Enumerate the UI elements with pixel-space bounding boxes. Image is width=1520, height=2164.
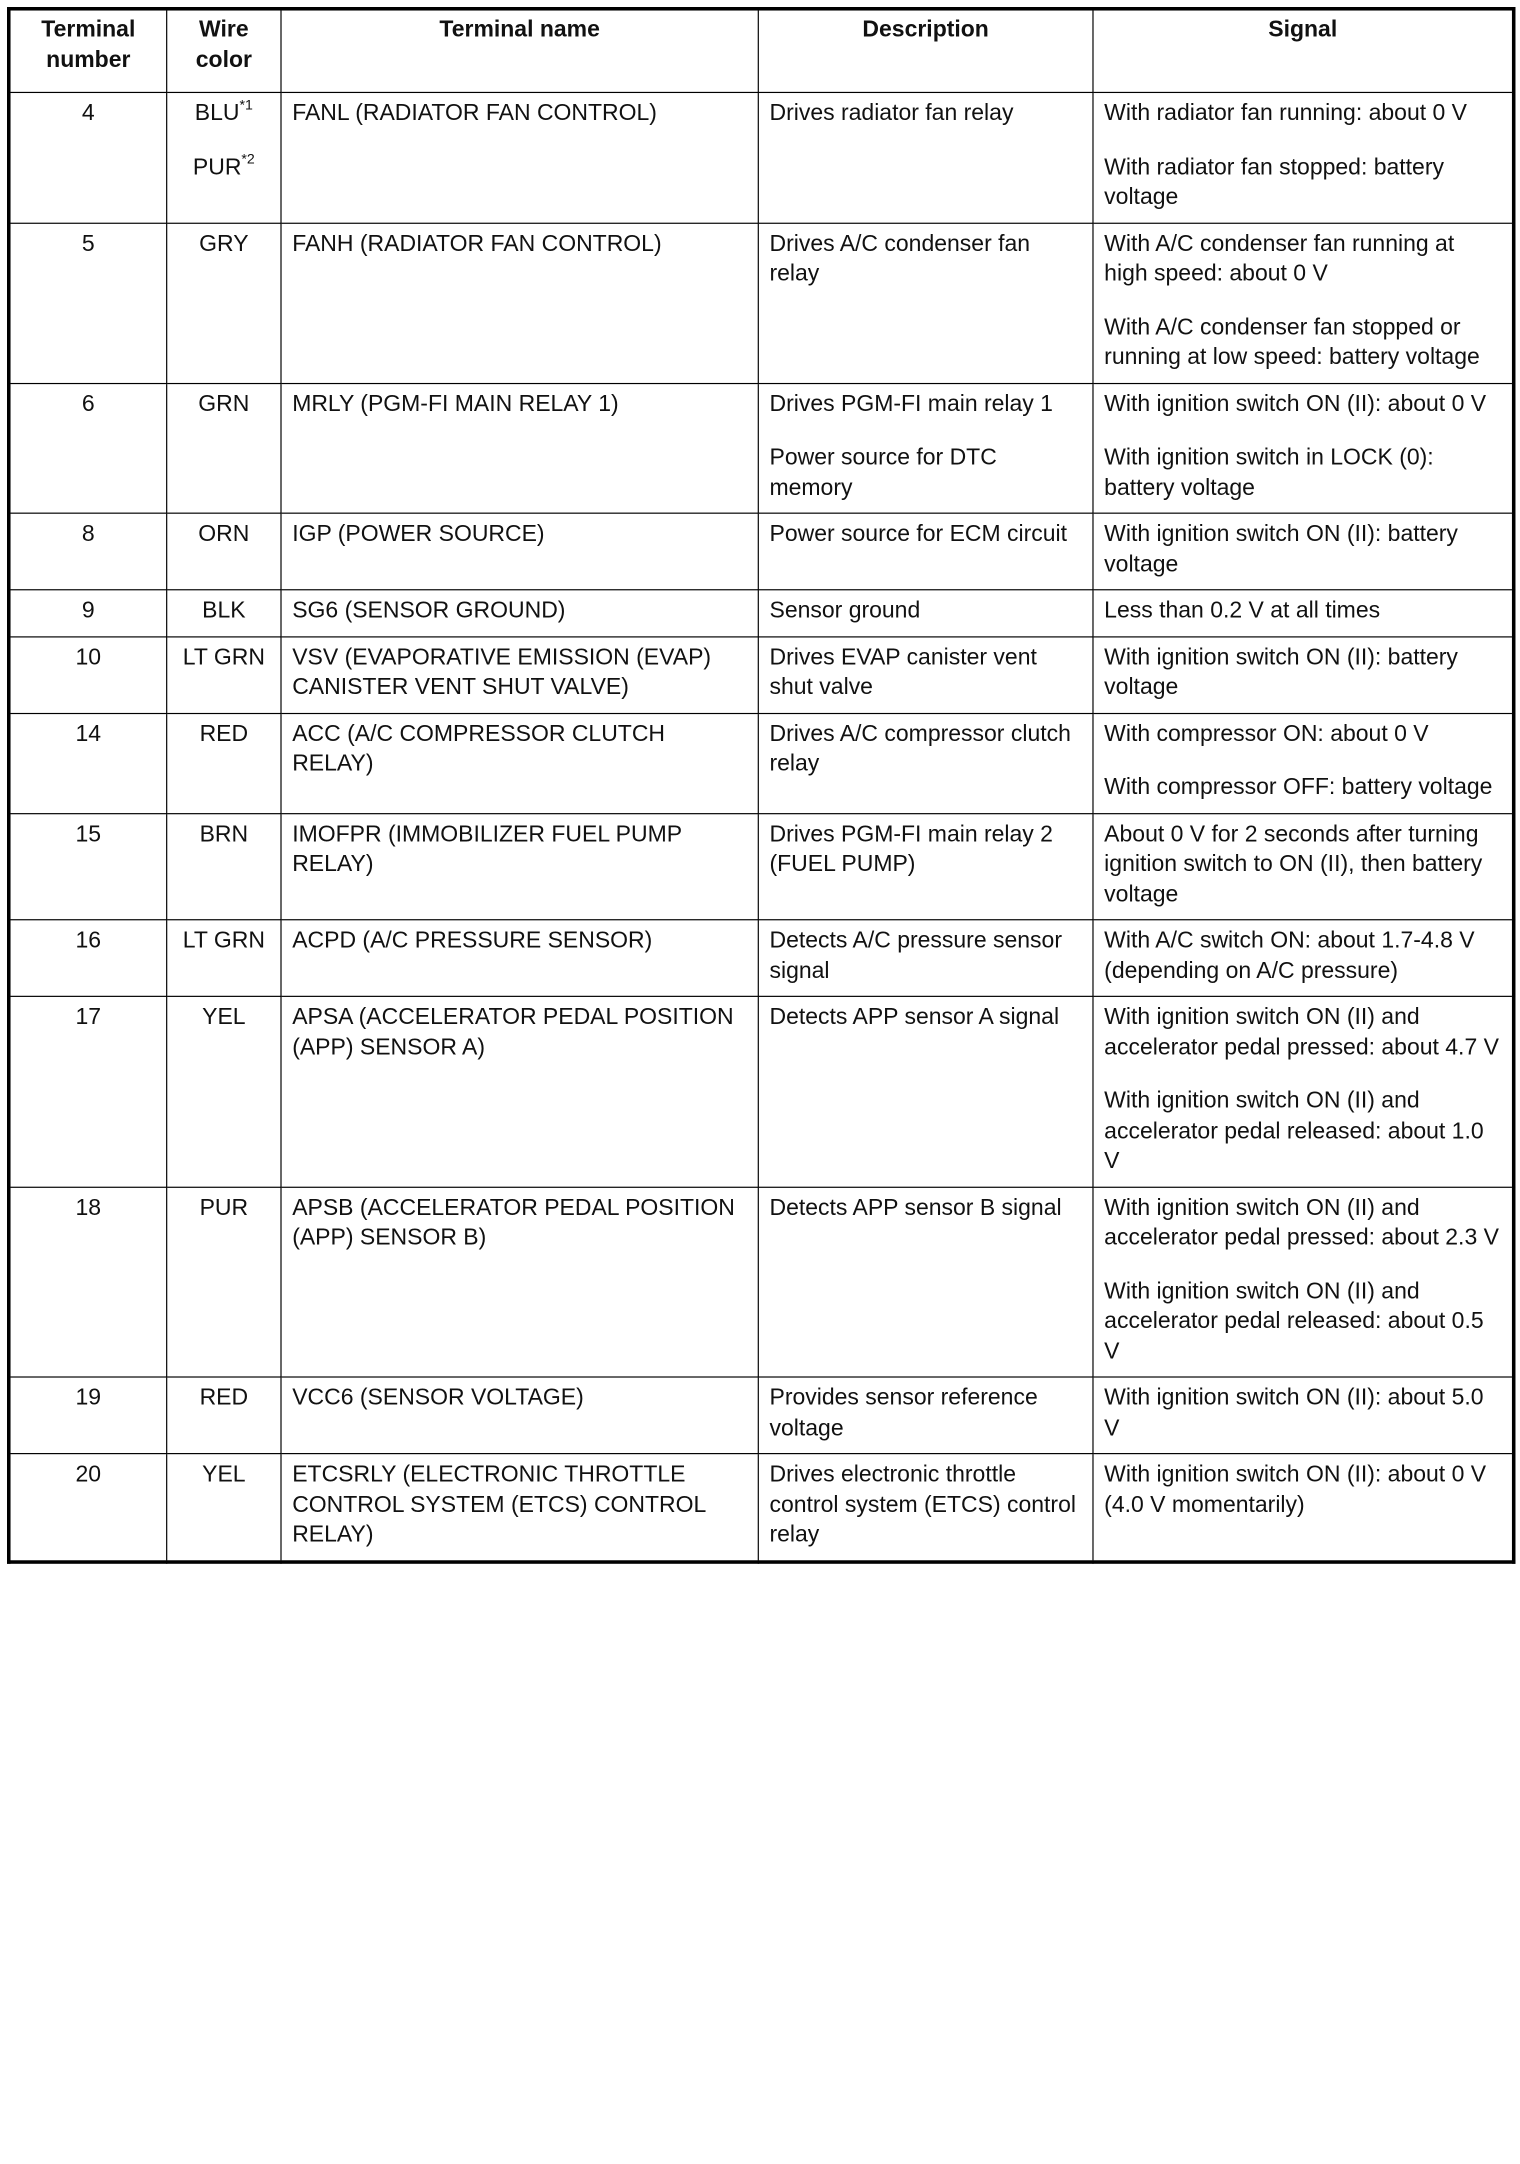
wire-color-label: BLK bbox=[202, 597, 246, 624]
terminal-table bbox=[7, 7, 1515, 1563]
terminal-name-text: FANL (RADIATOR FAN CONTROL) bbox=[292, 100, 657, 127]
wire-color-footnote: *1 bbox=[239, 96, 253, 114]
terminal-name-text: VSV (EVAPORATIVE EMISSION (EVAP) CANISTER VENT SHUT VALVE) bbox=[292, 643, 712, 700]
wire-color-cell bbox=[167, 636, 281, 713]
wire-color-label: GRY bbox=[199, 230, 249, 257]
table-header bbox=[9, 9, 1514, 93]
signal-text: With ignition switch ON (II) and accelerator pedal released: about 0.5 V bbox=[1104, 1278, 1484, 1365]
table-row bbox=[9, 920, 1514, 997]
wire-color-text bbox=[178, 229, 270, 259]
description-text: Sensor ground bbox=[769, 597, 921, 624]
description-text: Drives A/C compressor clutch relay bbox=[769, 720, 1071, 777]
table-row bbox=[9, 590, 1514, 637]
wire-color-cell bbox=[167, 513, 281, 590]
signal-text: With ignition switch ON (II): about 0 V (4.0 V momentarily) bbox=[1104, 1461, 1487, 1518]
signal-cell bbox=[1093, 1377, 1514, 1454]
signal-cell bbox=[1093, 513, 1514, 590]
description-cell bbox=[758, 813, 1093, 920]
terminal-name-cell bbox=[281, 813, 758, 920]
header-terminal-number: Terminal number bbox=[9, 9, 167, 93]
description-cell bbox=[758, 920, 1093, 997]
terminal-name-cell bbox=[281, 636, 758, 713]
wire-color-cell bbox=[167, 92, 281, 222]
description-text: Drives PGM-FI main relay 2 (FUEL PUMP) bbox=[769, 820, 1053, 877]
header-description: Description bbox=[758, 9, 1093, 93]
wire-color-label: LT GRN bbox=[182, 927, 265, 954]
wire-color-label: RED bbox=[199, 720, 249, 747]
signal-text: With compressor ON: about 0 V bbox=[1104, 720, 1429, 747]
wire-color-text bbox=[178, 926, 270, 956]
wire-color-text bbox=[178, 643, 270, 673]
table-row bbox=[9, 996, 1514, 1186]
terminal-number-cell: 10 bbox=[9, 636, 167, 713]
wire-color-cell bbox=[167, 1377, 281, 1454]
description-text: Detects APP sensor A signal bbox=[769, 1004, 1060, 1030]
signal-text: With A/C condenser fan stopped or running at low speed: battery voltage bbox=[1104, 313, 1480, 370]
signal-cell bbox=[1093, 920, 1514, 997]
terminal-name-text: MRLY (PGM-FI MAIN RELAY 1) bbox=[292, 390, 619, 417]
signal-text: With ignition switch ON (II): about 5.0 V bbox=[1104, 1384, 1484, 1441]
terminal-name-cell bbox=[281, 223, 758, 383]
terminal-name-text: ETCSRLY (ELECTRONIC THROTTLE CONTROL SYSTEM (ETCS) CONTROL RELAY) bbox=[292, 1461, 706, 1548]
signal-cell bbox=[1093, 996, 1514, 1186]
signal-text: About 0 V for 2 seconds after turning ignition switch to ON (II), then battery voltage bbox=[1104, 820, 1483, 907]
wire-color-text bbox=[178, 150, 270, 183]
wire-color-label: BLU bbox=[194, 100, 240, 127]
signal-text: With ignition switch ON (II) and accelerator pedal pressed: about 2.3 V bbox=[1104, 1194, 1499, 1251]
terminal-number-cell: 19 bbox=[9, 1377, 167, 1454]
table-row bbox=[9, 813, 1514, 920]
table-row bbox=[9, 1377, 1514, 1454]
terminal-name-cell bbox=[281, 513, 758, 590]
terminal-name-text: ACPD (A/C PRESSURE SENSOR) bbox=[292, 927, 653, 954]
wire-color-text bbox=[178, 1383, 270, 1413]
terminal-name-text: FANH (RADIATOR FAN CONTROL) bbox=[292, 230, 662, 257]
terminal-name-text: SG6 (SENSOR GROUND) bbox=[292, 597, 566, 624]
terminal-name-text: IMOFPR (IMMOBILIZER FUEL PUMP RELAY) bbox=[292, 820, 682, 877]
description-text: Drives EVAP canister vent shut valve bbox=[769, 643, 1037, 700]
description-text: Power source for DTC memory bbox=[769, 444, 997, 501]
signal-cell bbox=[1093, 713, 1514, 813]
wire-color-text bbox=[178, 520, 270, 550]
signal-text: With radiator fan stopped: battery voltage bbox=[1104, 153, 1444, 210]
signal-text: With A/C condenser fan running at high speed: about 0 V bbox=[1104, 230, 1455, 287]
table-row bbox=[9, 1454, 1514, 1562]
table-row bbox=[9, 513, 1514, 590]
wire-color-text bbox=[178, 719, 270, 749]
description-cell bbox=[758, 1187, 1093, 1377]
table-row bbox=[9, 383, 1514, 513]
table-row bbox=[9, 636, 1514, 713]
wire-color-cell bbox=[167, 996, 281, 1186]
table-row bbox=[9, 92, 1514, 222]
table-row bbox=[9, 1187, 1514, 1377]
wire-color-cell bbox=[167, 920, 281, 997]
header-row bbox=[9, 9, 1514, 93]
description-cell bbox=[758, 223, 1093, 383]
terminal-name-cell bbox=[281, 1377, 758, 1454]
terminal-name-cell bbox=[281, 920, 758, 997]
signal-text: Less than 0.2 V at all times bbox=[1104, 597, 1381, 624]
wire-color-cell bbox=[167, 1454, 281, 1562]
wire-color-cell bbox=[167, 590, 281, 637]
terminal-name-cell bbox=[281, 590, 758, 637]
wire-color-label: ORN bbox=[198, 520, 250, 547]
signal-text: With ignition switch ON (II): battery voltage bbox=[1104, 643, 1458, 700]
table-body bbox=[9, 92, 1514, 1561]
header-terminal-name: Terminal name bbox=[281, 9, 758, 93]
terminal-name-text: APSA (ACCELERATOR PEDAL POSITION (APP) SENSOR A) bbox=[292, 1004, 734, 1060]
header-signal: Signal bbox=[1093, 9, 1514, 93]
description-text: Drives A/C condenser fan relay bbox=[769, 230, 1031, 287]
terminal-name-text: VCC6 (SENSOR VOLTAGE) bbox=[292, 1384, 584, 1411]
wire-color-cell bbox=[167, 1187, 281, 1377]
signal-text: With ignition switch ON (II): about 0 V bbox=[1104, 390, 1487, 417]
description-text: Drives radiator fan relay bbox=[769, 100, 1014, 127]
description-text: Drives PGM-FI main relay 1 bbox=[769, 390, 1053, 417]
terminal-number-cell: 8 bbox=[9, 513, 167, 590]
wire-color-text bbox=[178, 1003, 270, 1033]
wire-color-text bbox=[178, 820, 270, 850]
terminal-number-cell: 16 bbox=[9, 920, 167, 997]
terminal-name-cell bbox=[281, 1454, 758, 1562]
description-cell bbox=[758, 590, 1093, 637]
wire-color-label: YEL bbox=[202, 1004, 246, 1030]
description-text: Provides sensor reference voltage bbox=[769, 1384, 1038, 1441]
header-wire-color: Wire color bbox=[167, 9, 281, 93]
description-text: Drives electronic throttle control system (ETCS) control relay bbox=[769, 1461, 1076, 1548]
signal-cell bbox=[1093, 590, 1514, 637]
signal-text: With compressor OFF: battery voltage bbox=[1104, 774, 1493, 801]
table-row bbox=[9, 223, 1514, 383]
signal-cell bbox=[1093, 636, 1514, 713]
wire-color-label: YEL bbox=[202, 1461, 246, 1488]
description-cell bbox=[758, 1377, 1093, 1454]
description-cell bbox=[758, 996, 1093, 1186]
document-page bbox=[7, 7, 1520, 2164]
description-text: Power source for ECM circuit bbox=[769, 520, 1068, 547]
description-text: Detects A/C pressure sensor signal bbox=[769, 927, 1062, 984]
terminal-name-cell bbox=[281, 713, 758, 813]
wire-color-cell bbox=[167, 713, 281, 813]
terminal-name-text: IGP (POWER SOURCE) bbox=[292, 520, 545, 547]
terminal-number-cell: 20 bbox=[9, 1454, 167, 1562]
table-row bbox=[9, 713, 1514, 813]
terminal-name-cell bbox=[281, 1187, 758, 1377]
terminal-name-cell bbox=[281, 92, 758, 222]
signal-cell bbox=[1093, 92, 1514, 222]
signal-text: With ignition switch ON (II) and accelerator pedal released: about 1.0 V bbox=[1104, 1087, 1484, 1174]
terminal-number-cell: 14 bbox=[9, 713, 167, 813]
wire-color-label: PUR bbox=[199, 1194, 249, 1221]
wire-color-cell bbox=[167, 813, 281, 920]
signal-cell bbox=[1093, 383, 1514, 513]
wire-color-label: RED bbox=[199, 1384, 249, 1411]
terminal-number-cell: 18 bbox=[9, 1187, 167, 1377]
terminal-name-cell bbox=[281, 996, 758, 1186]
wire-color-cell bbox=[167, 223, 281, 383]
description-cell bbox=[758, 383, 1093, 513]
wire-color-label: BRN bbox=[199, 820, 249, 847]
wire-color-label: LT GRN bbox=[182, 643, 265, 670]
description-cell bbox=[758, 1454, 1093, 1562]
wire-color-text bbox=[178, 596, 270, 626]
wire-color-text bbox=[178, 389, 270, 419]
signal-text: With ignition switch ON (II) and accelerator pedal pressed: about 4.7 V bbox=[1104, 1004, 1499, 1060]
signal-text: With ignition switch ON (II): battery voltage bbox=[1104, 520, 1458, 577]
terminal-number-cell: 5 bbox=[9, 223, 167, 383]
signal-cell bbox=[1093, 813, 1514, 920]
description-cell bbox=[758, 92, 1093, 222]
description-cell bbox=[758, 713, 1093, 813]
terminal-name-cell bbox=[281, 383, 758, 513]
terminal-name-text: APSB (ACCELERATOR PEDAL POSITION (APP) SENSOR B) bbox=[292, 1194, 735, 1251]
wire-color-cell bbox=[167, 383, 281, 513]
terminal-number-cell: 17 bbox=[9, 996, 167, 1186]
description-cell bbox=[758, 513, 1093, 590]
wire-color-footnote: *2 bbox=[241, 150, 255, 167]
wire-color-label: PUR bbox=[192, 153, 242, 180]
signal-cell bbox=[1093, 1187, 1514, 1377]
wire-color-text bbox=[178, 1193, 270, 1223]
signal-text: With ignition switch in LOCK (0): battery voltage bbox=[1104, 444, 1434, 501]
signal-cell bbox=[1093, 1454, 1514, 1562]
wire-color-text bbox=[178, 96, 270, 129]
terminal-number-cell: 9 bbox=[9, 590, 167, 637]
description-cell bbox=[758, 636, 1093, 713]
signal-cell bbox=[1093, 223, 1514, 383]
signal-text: With radiator fan running: about 0 V bbox=[1104, 100, 1467, 127]
terminal-number-cell: 6 bbox=[9, 383, 167, 513]
wire-color-label: GRN bbox=[198, 390, 250, 417]
description-text: Detects APP sensor B signal bbox=[769, 1194, 1062, 1221]
signal-text: With A/C switch ON: about 1.7-4.8 V (depending on A/C pressure) bbox=[1104, 927, 1475, 984]
wire-color-text bbox=[178, 1460, 270, 1490]
terminal-name-text: ACC (A/C COMPRESSOR CLUTCH RELAY) bbox=[292, 720, 666, 777]
terminal-number-cell: 4 bbox=[9, 92, 167, 222]
terminal-number-cell: 15 bbox=[9, 813, 167, 920]
